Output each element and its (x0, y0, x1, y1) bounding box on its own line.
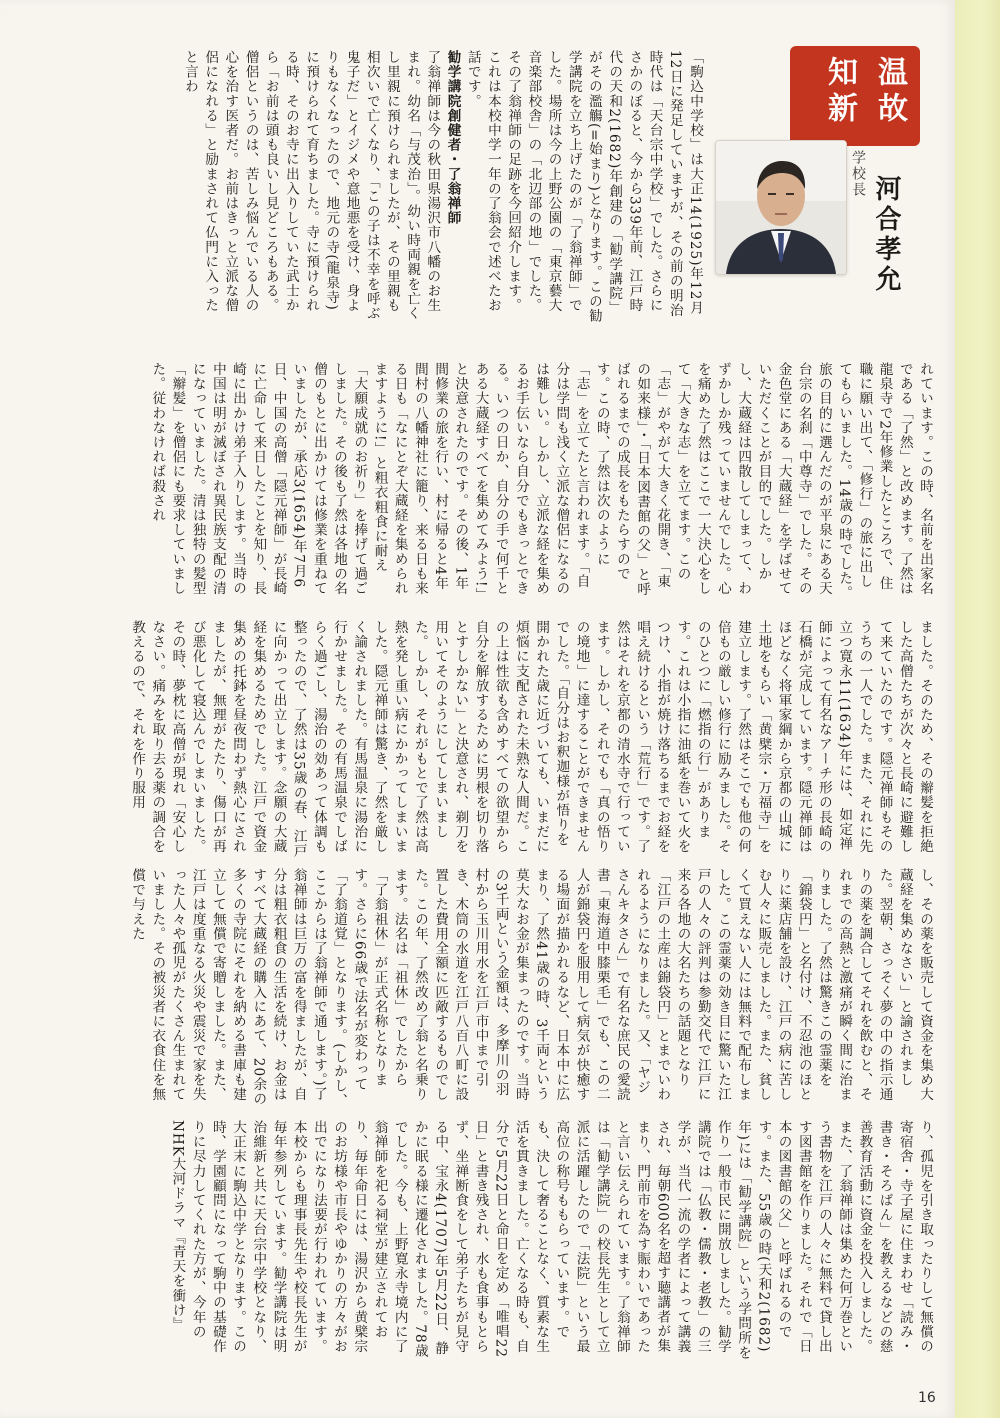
article-tier-1 (45, 50, 705, 330)
series-title-line2: 知新 (822, 56, 857, 128)
article-paragraph: し、その薬を販売して資金を集め大蔵経を集めなさい」と諭されました。翌朝、さっそく夢の中の指示通りの薬を調合してそれを飲むと、それまでの高熱と激痛が瞬く間に治まりました。了然は驚きこの霊薬を「錦袋円」と名付け、不忍池のほとりに薬店舗を設け、江戸の病に苦しむ人々に販売しました。また、貧しくて買えない人には無料で配布しました。この霊薬の効き目に驚いた江戸の人々の評判は参勤交代で江戸に来る各地の大名たちの話題となり「江戸の土産は錦袋円」とまでいわれるようになりました。又、「ヤジさんキタさん」で有名な庶民の愛読書「東海道中膝栗毛」でも、この二人が錦袋円を服用して病気が快癒する場面が描かれるなど、日本中に広まり、了然41歳の時、3千両という莫大なお金が集まったのです。当時の3千両という金額は、多摩川の羽村から玉川用水を江戸市中まで引き、木筒の水道を江戸八百八町に設置した費用全額に匹敵するものでした。この年、了然改め了翁と名乗ります。法名は「祖休」でしたから「了翁祖休」が正式名称となります。さらに66歳で法名が変わって「了翁道覚」となります。(しかし、ここからは了翁禅師で通します。)了翁禅師は巨万の富を得ましたが、自分は粗衣粗食の生活を続け、お金はすべて大蔵経の購入にあて、20余の多くの寺院にそれを納める書庫も建立して無償で寄贈しました。また、江戸は度重なる火災や震災で家を失った人々や孤児がたくさん生まれていました。その被災者に衣食住を無償で与えた (129, 868, 933, 1108)
author-name: 河合孝允 (871, 175, 901, 295)
article-paragraph: れています。この時、名前を出家名である「了然」と改めます。了然は龍泉寺で2年修業したところで、住職に願い出て、「修行」の旅に出してもらいました。14歳の時でした。旅の目的に選んだのが平泉にある天台宗の名刹「中尊寺」でした。その金色堂にある「大蔵経」を学ばせていただくことが目的でした。しかし、大蔵経は四散してしまって、わずかしか残っていませんでした。心を痛めた了然はここで一大決心をして「大きな志」を立てます。この「志」がやがて大きく花開き、「東の如来様」・「日本図書館の父」と呼ばれるまでの成長をもたらすのです。この時、了然は次のように「志」を立てたと言われます。「自分は学問も浅く立派な僧侶になるのは難しい。しかし、立派な経を集めるお手伝いなら自分でもきっとできる。いつの日か、自分の手で何千とある大蔵経すべてを集めてみよう!」と決意されたのです。その後、1年間修業の旅を行い、村に帰ると4年間村の八幡神社に籠り、来る日も来る日も「なにとぞ大蔵経を集められますように!」と粗衣粗食に耐え「大願成就のお祈り」を捧げて過ごしました。その後も了然は各地の名僧のもとに出かけては修業を重ねていましたが、承応3(1654)年7月6日、中国の高僧「隠元禅師」が長崎に亡命して来日したことを知り、長崎に出かけ弟子入りします。当時の中国は明が滅ぼされ異民族支配の清になっていました。清は独特の髪型「辮髪」を僧侶にも要求していました。従わなければ殺され (149, 362, 933, 601)
article-tier-4 (45, 868, 935, 1108)
series-title-block (790, 46, 920, 146)
author-role: 学校長 (850, 150, 866, 198)
series-title-line1: 温故 (872, 56, 907, 128)
section-heading: 勧学講院創健者・了翁禅師 (444, 50, 461, 226)
author-portrait (715, 140, 847, 275)
article-tier-3 (45, 620, 935, 860)
article-paragraph: 了翁禅師は今の秋田県湯沢市八幡のお生まれ。幼名「与茂治」。幼い時両親を亡くし里親に預けられましたが、その里親も相次いで亡くなり、「この子は不幸を呼ぶ鬼子だ」とイジメや意地悪を受け、身よりもなくなったので、地元の寺(龍泉寺)に預けられて育ちました。寺に預けられる時、そのお寺に出入りしていた武士から「お前は頭も良いし見どころもある。僧侶というのは、苦しみ悩んでいる人の心を治す医者だ。お前はきっと立派な僧侶になれる」と励まされて仏門に入ったと言わ (181, 50, 441, 321)
article-tier-5 (45, 1120, 935, 1370)
article-paragraph: 「駒込中学校」は大正14(1925)年12月12日に発足していますが、その前の明治時代は「天台宗中学校」でした。さらにさかのぼると、今から339年前、江戸時代の天和2(1682)年創建の「勧学講院」がその濫觴(=始まり)となります。この勧学講院を立ち上げたのが「了翁禅師」でした。場所は今の上野公園の「東京藝大音楽部校舎」の「北辺部の地」でした。その了翁禅師の足跡を今回紹介します。これは本校中学一年の了翁会で述べたお話です。 (464, 50, 703, 324)
page-edge-strip (955, 0, 1000, 1418)
page-number: 16 (918, 1390, 936, 1406)
article-paragraph: り、孤児を引き取ったりして無償の寄宿舎・寺子屋に住まわせ「読み・書き・そろばん」を教えるなどの慈善教育活動に資金を投入しました。また、了翁禅師は集めた何万巻という書物を江戸の人々に無料で貸し出す図書館を作りました。それで「日本の図書館の父」と呼ばれるのです。また、55歳の時(天和2(1682)年)には「勧学講院」という学問所を作り一般市民に開放しました。勧学講院では「仏教・儒教・老教」の三学が、当代一流の学者によって講義され、毎朝600名を超す聴講者が集まり、門前市を為す賑わいであったと言い伝えられています。了翁禅師は「勧学講院」の校長先生として立派に活躍したので「法院」という最高位の称号ももらっています。でも、決して奢ることなく、質素な生活を貫きました。亡くなる時も、自分で5月22日と命日を定め「唯唱22日」と書き残され、水も食事もとらず、坐禅断食をして弟子たちが見守る中、宝永4(1707)年5月22日、静かに眠る様に遷化されました。78歳でした。今も、上野寛永寺境内に了翁禅師を祀る祠堂が建立されており、毎年命日には、湯沢から黄檗宗のお坊様や市長やゆかりの方々がお出でになり法要が行われています。本校からも理事長先生や校長先生が毎年参列しています。勧学講院は明治維新と共に天台宗中学校となり、大正末に駒込中学となります。この時、学園顧問になって駒中の基礎作りに尽力してくれた方が、今年のNHK大河ドラマ『青天を衝け』 (169, 1120, 933, 1360)
article-paragraph: ました。そのため、その辮髪を拒絶した高僧たちが次々と長崎に避難して来ていたのです。隠元禅師もそのうちの一人でした。また、それに先立つ寛永11(1634)年には、如定禅師によって有名なアーチ形の長崎の石橋が完成しています。隠元禅師はほどなく将軍家綱から京都の山城に土地をもらい「黄檗宗・万福寺」を建立します。了然はそこでも他の何倍もの厳しい修行に励みました。そのひとつに「燃指の行」があります。これは小指に油紙を巻いて火をつけ、小指が焼け落ちるまでお経を唱え続けるという「荒行」です。了然はそれを京都の清水寺で行っています。しかし、それでも「真の悟りの境地」に達することができませんでした。「自分はお釈迦様が悟りを開かれた歳に近づいても、いまだに煩悩に支配された未熟な人間だ。この上は性欲も含めすべての欲望から自分を解放するために男根を切り落とすしかない」と決意され、剃刀を用いてそのようにしてしまいました。しかし、それがもとで了然は高熱を発し重い病にかかってしまいました。隠元禅師は驚き、了然を厳しく諭されました。有馬温泉に湯治に行かせました。その有馬温泉でしばらく過ごし、湯治の効あって体調も整ったので、了然は35歳の春、江戸に向かって出立します。念願の大蔵経を集めるためでした。江戸で資金集めの托鉢を昼夜問わず熱心にされましたが、無理がたたり、傷口が再び悪化して寝込んでしまいました。その時、夢枕に高僧が現れ「安心しなさい。痛みを取り去る薬の調合を教えるので、それを作り服用 (129, 620, 933, 859)
article-tier-2 (45, 362, 935, 604)
portrait-image (716, 141, 846, 274)
